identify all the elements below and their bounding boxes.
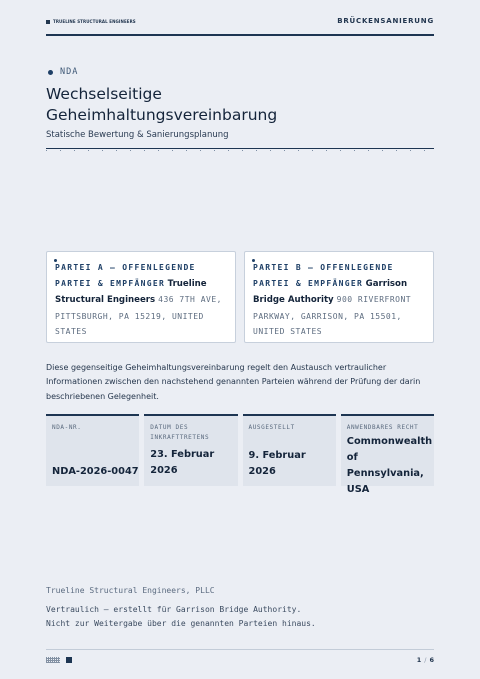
document-subtitle: Statische Bewertung & Sanierungsplanung (46, 130, 229, 140)
meta-value: Commonwealth of Pennsylvania, USA (346, 436, 433, 495)
parties-section (46, 251, 434, 343)
intro-paragraph: Diese gegenseitige Geheimhaltungsvereinbarung regelt den Austausch vertraulicher Informationen zwischen den nachstehend genannten Parteien während der Prüfung der darin beschriebenen Gelegenheit. (46, 363, 421, 401)
meta-value: NDA-2026-0047 (52, 466, 139, 477)
document-title: Wechselseitige Geheimhaltungsvereinbarung (46, 85, 278, 124)
meta-governing-law (341, 414, 434, 495)
page-header (46, 16, 434, 36)
current-page: 1 (416, 656, 422, 664)
party-name: Garrison Bridge Authority (253, 278, 408, 305)
title-divider (46, 148, 434, 151)
party-name: Trueline Structural Engineers (55, 278, 207, 305)
page-indicator: 1 / 6 (416, 656, 434, 664)
party-marker-icon (54, 259, 57, 262)
total-pages: 6 (429, 656, 434, 664)
meta-label: AUSGESTELLT (248, 424, 295, 431)
meta-issued-date (243, 414, 336, 486)
grid-pattern-icon (46, 657, 60, 663)
meta-effective-date (144, 414, 237, 486)
party-role: PARTEI A — OFFENLEGENDE PARTEI & EMPFÄNGER (55, 263, 196, 288)
footer-note (46, 603, 316, 631)
brand (46, 19, 136, 24)
meta-label: NDA-NR. (52, 424, 82, 431)
party-address: 436 7TH AVE, PITTSBURGH, PA 15219, UNITED STATES (55, 295, 222, 336)
eyebrow-label: NDA (60, 67, 79, 77)
square-icon (66, 657, 72, 663)
party-address: 900 RIVERFRONT PARKWAY, GARRISON, PA 15501, UNITED STATES (253, 295, 412, 336)
footer-company: Trueline Structural Engineers, PLLC (46, 586, 215, 595)
footer-marks (46, 657, 72, 663)
meta-label: ANWENDBARES RECHT (346, 424, 419, 431)
document-eyebrow (46, 67, 78, 77)
meta-value: 23. Februar 2026 (150, 449, 215, 476)
footer-note-line: Nicht zur Weitergabe über die genannten Parteien hinaus. (46, 619, 316, 628)
meta-label: DATUM DES INKRAFTTRETENS (150, 424, 210, 441)
party-role: PARTEI B — OFFENLEGENDE PARTEI & EMPFÄNGER (253, 263, 394, 288)
bullet-icon (48, 70, 53, 75)
footer-divider (46, 649, 434, 650)
section-label: BRÜCKENSANIERUNG (337, 17, 434, 25)
party-marker-icon (252, 259, 255, 262)
party-card-a (46, 251, 236, 343)
meta-nda-number (46, 414, 139, 486)
agreement-meta (46, 414, 434, 495)
party-card-b (244, 251, 434, 343)
brand-logo-icon (46, 20, 50, 24)
brand-name: TRUELINE STRUCTURAL ENGINEERS (53, 19, 136, 24)
footer-note-line: Vertraulich — erstellt für Garrison Bridge Authority. (46, 605, 302, 614)
meta-value: 9. Februar 2026 (248, 450, 306, 477)
